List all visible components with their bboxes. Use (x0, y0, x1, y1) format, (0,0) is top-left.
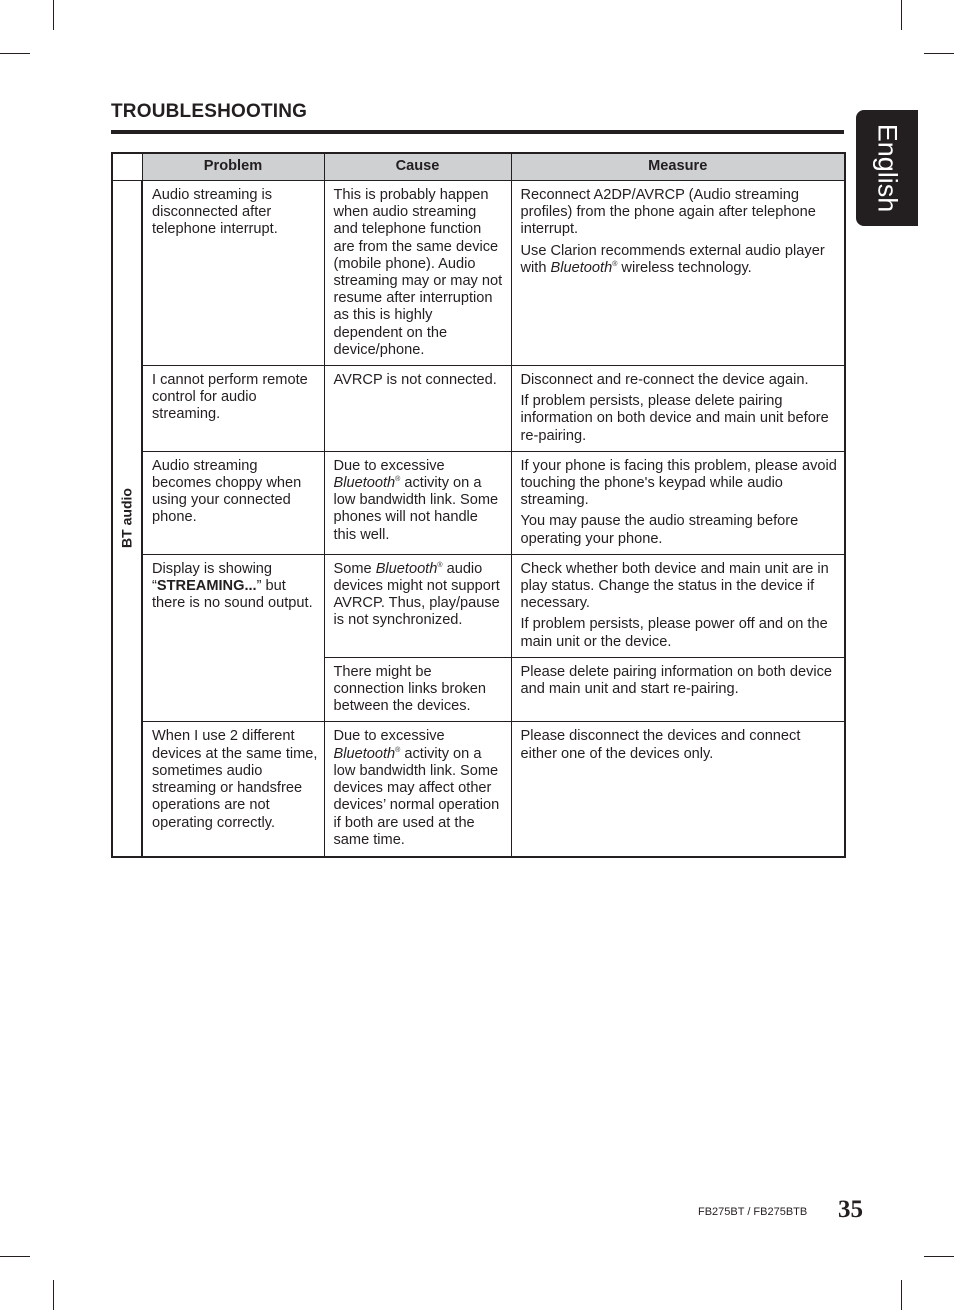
title-rule (111, 130, 844, 134)
category-cell (112, 181, 142, 857)
measure-text: You may pause the audio streaming before operating your phone. (520, 513, 799, 547)
bluetooth-term: Bluetooth (333, 745, 396, 762)
measure-text: If problem persists, please delete pairing information on both device and main unit before re-pairing. (520, 393, 829, 444)
table-row (112, 366, 845, 452)
table-row (112, 181, 845, 366)
table-header-row (112, 153, 845, 181)
measure-cell (511, 722, 845, 857)
problem-cell: Audio streaming is disconnected after telephone interrupt. (142, 181, 324, 366)
section-title: TROUBLESHOOTING (111, 101, 308, 122)
crop-mark (901, 0, 902, 30)
cause-cell: AVRCP is not connected. (324, 366, 511, 452)
header-measure: Measure (511, 153, 845, 181)
crop-mark (53, 1280, 54, 1310)
problem-text-part: Display is showing “ (152, 560, 273, 595)
model-number: FB275BT / FB275BTB (698, 1206, 808, 1218)
measure-text: If your phone is facing this problem, please avoid touching the phone's keypad while audio streaming. (520, 457, 837, 509)
registered-mark: ® (437, 562, 443, 569)
measure-cell (511, 181, 845, 366)
problem-text-part: ” but there is no sound output. (152, 578, 313, 612)
cause-text-part: activity on a low bandwidth link. Some devices may affect other devices’ normal operation if both are used at the same time. (333, 745, 500, 848)
bluetooth-term: Bluetooth (375, 560, 438, 577)
measure-text: Check whether both device and main unit are in play status. Change the status in the device if necessary. (520, 560, 829, 612)
table-row (112, 722, 845, 857)
crop-mark (53, 0, 54, 30)
registered-mark: ® (395, 746, 401, 754)
table-row (112, 451, 845, 554)
registered-mark: ® (395, 476, 401, 484)
display-message: STREAMING... (156, 578, 257, 595)
header-problem: Problem (142, 153, 324, 181)
measure-text: If problem persists, please power off and on the main unit or the device. (520, 616, 828, 650)
cause-text-part: Due to excessive (333, 457, 445, 474)
measure-cell (511, 366, 845, 452)
measure-text-part: wireless technology. (617, 259, 752, 276)
measure-cell (511, 554, 845, 657)
crop-mark (0, 53, 30, 54)
problem-cell: When I use 2 different devices at the same time, sometimes audio streaming or handsfree operations are not operating correctly. (142, 722, 324, 857)
crop-mark (924, 1256, 954, 1257)
measure-text: Reconnect A2DP/AVRCP (Audio streaming profiles) from the phone again after telephone interrupt. (520, 187, 816, 238)
header-cause: Cause (324, 153, 511, 181)
measure-text: Please delete pairing information on both device and main unit and start re-pairing. (520, 663, 833, 698)
cause-cell (324, 554, 511, 657)
language-tab-label: English (872, 123, 903, 213)
bluetooth-term: Bluetooth (550, 259, 613, 276)
registered-mark: ® (612, 260, 618, 268)
cause-text-part: audio devices might not support AVRCP. Thus, play/pause is not synchronized. (333, 560, 500, 629)
troubleshooting-table (111, 152, 846, 858)
page-number: 35 (838, 1196, 863, 1223)
measure-text: Please disconnect the devices and connect either one of the devices only. (520, 728, 801, 762)
cause-cell (324, 722, 511, 857)
cause-text-part: Due to excessive (333, 728, 445, 745)
crop-mark (924, 53, 954, 54)
language-tab (856, 110, 918, 226)
cause-text-part: Some (333, 560, 376, 577)
measure-text: Disconnect and re-connect the device again. (520, 372, 809, 389)
cause-cell: There might be connection links broken between the devices. (324, 657, 511, 722)
category-label: BT audio (118, 488, 135, 549)
crop-mark (901, 1280, 902, 1310)
problem-cell: I cannot perform remote control for audio streaming. (142, 366, 324, 452)
measure-text (521, 243, 839, 277)
crop-mark (0, 1256, 30, 1257)
problem-cell: Audio streaming becomes choppy when using your connected phone. (142, 451, 324, 554)
measure-text-part: Use Clarion recommends external audio player with (520, 242, 825, 276)
cause-text-part: activity on a low bandwidth link. Some phones will not handle this well. (333, 475, 499, 543)
problem-cell (142, 554, 324, 722)
bluetooth-term: Bluetooth (333, 475, 396, 492)
measure-cell (511, 657, 845, 722)
cause-cell (324, 451, 511, 554)
measure-cell (511, 451, 845, 554)
cause-cell: This is probably happen when audio streaming and telephone function are from the same device (mobile phone). Audio streaming may or may not resume after interruption as this is highly dependent on the device/phone. (324, 181, 511, 366)
header-blank (112, 153, 142, 181)
table-row (112, 554, 845, 657)
